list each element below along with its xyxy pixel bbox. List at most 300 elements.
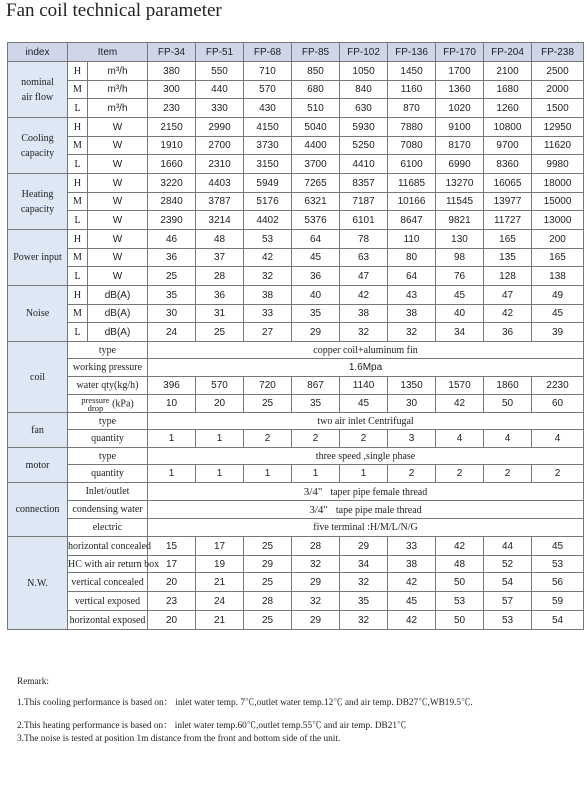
value-cell: 2 xyxy=(244,430,292,448)
value-cell: 5949 xyxy=(244,174,292,193)
value-cell: 230 xyxy=(148,99,196,118)
value-cell: 110 xyxy=(388,230,436,249)
table-row xyxy=(8,377,584,395)
table-row xyxy=(8,99,584,118)
item-label xyxy=(68,395,148,413)
value-cell: 30 xyxy=(148,305,196,323)
speed-level: L xyxy=(68,211,88,230)
connection-value: tape pipe male thread xyxy=(335,504,422,516)
value-cell: 32 xyxy=(244,267,292,286)
value-cell: 17 xyxy=(148,556,196,573)
spec-table xyxy=(7,42,584,630)
value-cell: 25 xyxy=(148,267,196,286)
value-cell: 680 xyxy=(292,81,340,99)
value-cell: 46 xyxy=(148,230,196,249)
value-cell: 47 xyxy=(484,286,532,305)
value-cell: 2 xyxy=(388,465,436,483)
value-cell: 29 xyxy=(292,573,340,592)
value-cell: 850 xyxy=(292,62,340,81)
value-cell: 32 xyxy=(340,323,388,342)
value-cell: 5176 xyxy=(244,193,292,211)
value-cell: 1910 xyxy=(148,137,196,155)
speed-level: M xyxy=(68,305,88,323)
table-row xyxy=(8,501,584,519)
value-cell: 12950 xyxy=(532,118,584,137)
header-item: Item xyxy=(68,43,148,62)
table-row xyxy=(8,519,584,537)
value-cell: 50 xyxy=(436,611,484,630)
value-cell: 64 xyxy=(388,267,436,286)
value-cell: 2500 xyxy=(532,62,584,81)
remark-line: 3.The noise is tested at position 1m distance from the front and bottom side of the unit. xyxy=(17,734,341,744)
page-title: Fan coil technical parameter xyxy=(6,0,222,21)
value-cell: 1860 xyxy=(484,377,532,395)
value-cell: 9100 xyxy=(436,118,484,137)
group-label: coil xyxy=(8,342,68,413)
unit-cell: dB(A) xyxy=(88,305,148,323)
value-cell: 45 xyxy=(532,305,584,323)
value-cell: 4410 xyxy=(340,155,388,174)
spanning-value xyxy=(148,519,584,537)
table-row xyxy=(8,556,584,573)
value-cell: 2000 xyxy=(532,81,584,99)
value-cell: 9980 xyxy=(532,155,584,174)
value-cell: 3 xyxy=(388,430,436,448)
item-label: type xyxy=(68,413,148,430)
header-index: index xyxy=(8,43,68,62)
value-cell: 42 xyxy=(436,537,484,556)
value-cell: 42 xyxy=(340,286,388,305)
value-cell: 20 xyxy=(196,395,244,413)
value-cell: 1050 xyxy=(340,62,388,81)
unit-cell: dB(A) xyxy=(88,286,148,305)
value-cell: 45 xyxy=(532,537,584,556)
value-cell: 13270 xyxy=(436,174,484,193)
value-cell: 4400 xyxy=(292,137,340,155)
value-cell: 2 xyxy=(532,465,584,483)
speed-level: M xyxy=(68,137,88,155)
value-cell: 165 xyxy=(532,249,584,267)
table-row xyxy=(8,62,584,81)
table-row xyxy=(8,286,584,305)
value-cell: 35 xyxy=(148,286,196,305)
value-cell: 6990 xyxy=(436,155,484,174)
value-cell: 1660 xyxy=(148,155,196,174)
speed-level: L xyxy=(68,267,88,286)
value-cell: 29 xyxy=(244,556,292,573)
value-cell: 35 xyxy=(340,592,388,611)
table-row xyxy=(8,465,584,483)
value-cell: 38 xyxy=(388,556,436,573)
value-cell: 2150 xyxy=(148,118,196,137)
table-row xyxy=(8,592,584,611)
value-cell: 7880 xyxy=(388,118,436,137)
table-row xyxy=(8,413,584,430)
value-cell: 430 xyxy=(244,99,292,118)
value-cell: 35 xyxy=(292,395,340,413)
value-cell: 1360 xyxy=(436,81,484,99)
value-cell: 11620 xyxy=(532,137,584,155)
value-cell: 64 xyxy=(292,230,340,249)
value-cell: 32 xyxy=(292,556,340,573)
group-label: Cooling capacity xyxy=(8,118,68,174)
value-cell: 16065 xyxy=(484,174,532,193)
value-cell: 200 xyxy=(532,230,584,249)
table-row xyxy=(8,342,584,359)
value-cell: 1 xyxy=(196,430,244,448)
table-row xyxy=(8,323,584,342)
value-cell: 18000 xyxy=(532,174,584,193)
header-model: FP-85 xyxy=(292,43,340,62)
unit-cell: W xyxy=(88,230,148,249)
value-cell: 5250 xyxy=(340,137,388,155)
value-cell: 9821 xyxy=(436,211,484,230)
value-cell: 1500 xyxy=(532,99,584,118)
value-cell: 1 xyxy=(196,465,244,483)
item-label: quantity xyxy=(68,465,148,483)
spanning-value xyxy=(148,483,584,501)
group-label: nominal air flow xyxy=(8,62,68,118)
value-cell: 8647 xyxy=(388,211,436,230)
value-cell: 42 xyxy=(388,573,436,592)
value-cell: 2700 xyxy=(196,137,244,155)
value-cell: 11727 xyxy=(484,211,532,230)
value-cell: 7265 xyxy=(292,174,340,193)
value-cell: 38 xyxy=(244,286,292,305)
table-row xyxy=(8,430,584,448)
value-cell: 48 xyxy=(196,230,244,249)
value-cell: 11685 xyxy=(388,174,436,193)
value-cell: 57 xyxy=(484,592,532,611)
value-cell: 56 xyxy=(532,573,584,592)
value-cell: 8170 xyxy=(436,137,484,155)
table-row xyxy=(8,230,584,249)
header-model: FP-170 xyxy=(436,43,484,62)
value-cell: 3787 xyxy=(196,193,244,211)
value-cell: 1450 xyxy=(388,62,436,81)
value-cell: 2840 xyxy=(148,193,196,211)
value-cell: 49 xyxy=(532,286,584,305)
value-cell: 5930 xyxy=(340,118,388,137)
value-cell: 7187 xyxy=(340,193,388,211)
unit-cell: m³/h xyxy=(88,81,148,99)
item-label-text: pressure xyxy=(81,394,110,405)
table-row xyxy=(8,537,584,556)
value-cell: 27 xyxy=(244,323,292,342)
unit-cell: W xyxy=(88,249,148,267)
spanning-value: copper coil+aluminum fin xyxy=(148,342,584,359)
value-cell: 25 xyxy=(196,323,244,342)
table-row xyxy=(8,395,584,413)
connection-value: five terminal :H/M/L/N/G xyxy=(313,522,418,533)
value-cell: 6100 xyxy=(388,155,436,174)
value-cell: 48 xyxy=(436,556,484,573)
value-cell: 59 xyxy=(532,592,584,611)
value-cell: 2230 xyxy=(532,377,584,395)
value-cell: 4150 xyxy=(244,118,292,137)
value-cell: 63 xyxy=(340,249,388,267)
value-cell: 33 xyxy=(244,305,292,323)
value-cell: 25 xyxy=(244,611,292,630)
value-cell: 32 xyxy=(388,323,436,342)
value-cell: 20 xyxy=(148,611,196,630)
value-cell: 3150 xyxy=(244,155,292,174)
value-cell: 2 xyxy=(484,465,532,483)
value-cell: 128 xyxy=(484,267,532,286)
value-cell: 1 xyxy=(148,465,196,483)
value-cell: 39 xyxy=(532,323,584,342)
value-cell: 33 xyxy=(388,537,436,556)
table-row xyxy=(8,267,584,286)
value-cell: 42 xyxy=(388,611,436,630)
speed-level: L xyxy=(68,323,88,342)
value-cell: 76 xyxy=(436,267,484,286)
value-cell: 53 xyxy=(532,556,584,573)
item-label: quantity xyxy=(68,430,148,448)
value-cell: 8360 xyxy=(484,155,532,174)
table-row xyxy=(8,611,584,630)
speed-level: M xyxy=(68,249,88,267)
unit-cell: W xyxy=(88,118,148,137)
value-cell: 53 xyxy=(436,592,484,611)
value-cell: 29 xyxy=(340,537,388,556)
value-cell: 130 xyxy=(436,230,484,249)
value-cell: 4 xyxy=(484,430,532,448)
group-label: motor xyxy=(8,448,68,483)
spanning-value: three speed ,single phase xyxy=(148,448,584,465)
header-model: FP-68 xyxy=(244,43,292,62)
value-cell: 13000 xyxy=(532,211,584,230)
value-cell: 50 xyxy=(436,573,484,592)
speed-level: M xyxy=(68,193,88,211)
value-cell: 11545 xyxy=(436,193,484,211)
value-cell: 570 xyxy=(244,81,292,99)
value-cell: 24 xyxy=(148,323,196,342)
value-cell: 52 xyxy=(484,556,532,573)
value-cell: 510 xyxy=(292,99,340,118)
value-cell: 60 xyxy=(532,395,584,413)
table-row xyxy=(8,359,584,377)
value-cell: 45 xyxy=(292,249,340,267)
value-cell: 1020 xyxy=(436,99,484,118)
value-cell: 135 xyxy=(484,249,532,267)
item-label: HC with air return box xyxy=(68,556,148,573)
value-cell: 3730 xyxy=(244,137,292,155)
value-cell: 36 xyxy=(484,323,532,342)
value-cell: 24 xyxy=(196,592,244,611)
value-cell: 44 xyxy=(484,537,532,556)
value-cell: 165 xyxy=(484,230,532,249)
value-cell: 1160 xyxy=(388,81,436,99)
unit-cell: W xyxy=(88,137,148,155)
value-cell: 42 xyxy=(244,249,292,267)
item-label xyxy=(68,377,148,395)
unit-cell: W xyxy=(88,174,148,193)
value-cell: 29 xyxy=(292,611,340,630)
value-cell: 1700 xyxy=(436,62,484,81)
value-cell: 1 xyxy=(244,465,292,483)
item-label: electric xyxy=(68,519,148,537)
table-row xyxy=(8,193,584,211)
value-cell: 6321 xyxy=(292,193,340,211)
value-cell: 840 xyxy=(340,81,388,99)
value-cell: 10 xyxy=(148,395,196,413)
value-cell: 38 xyxy=(388,305,436,323)
item-unit: (kg/h) xyxy=(114,380,139,391)
value-cell: 50 xyxy=(484,395,532,413)
table-row xyxy=(8,174,584,193)
value-cell: 1350 xyxy=(388,377,436,395)
header-model: FP-34 xyxy=(148,43,196,62)
header-row xyxy=(8,43,584,62)
value-cell: 25 xyxy=(244,395,292,413)
value-cell: 47 xyxy=(340,267,388,286)
group-label: Heating capacity xyxy=(8,174,68,230)
value-cell: 2 xyxy=(292,430,340,448)
speed-level: H xyxy=(68,230,88,249)
item-label-text: water qty xyxy=(76,380,115,391)
spanning-value: two air inlet Centrifugal xyxy=(148,413,584,430)
value-cell: 80 xyxy=(388,249,436,267)
value-cell: 15 xyxy=(148,537,196,556)
value-cell: 710 xyxy=(244,62,292,81)
remarks-heading: Remark: xyxy=(17,677,50,687)
table-row xyxy=(8,249,584,267)
group-label: fan xyxy=(8,413,68,448)
unit-cell: m³/h xyxy=(88,62,148,81)
value-cell: 54 xyxy=(484,573,532,592)
remark-line: 1.This cooling performance is based on： inlet water temp. 7℃,outlet water temp.12℃ and air temp. DB27℃,WB19.5℃. xyxy=(17,698,473,708)
group-label: connection xyxy=(8,483,68,537)
unit-cell: W xyxy=(88,155,148,174)
table-row xyxy=(8,155,584,174)
value-cell: 29 xyxy=(292,323,340,342)
value-cell: 28 xyxy=(196,267,244,286)
header-model: FP-238 xyxy=(532,43,584,62)
value-cell: 21 xyxy=(196,573,244,592)
value-cell: 40 xyxy=(292,286,340,305)
value-cell: 54 xyxy=(532,611,584,630)
value-cell: 10800 xyxy=(484,118,532,137)
value-cell: 7080 xyxy=(388,137,436,155)
speed-level: H xyxy=(68,62,88,81)
value-cell: 138 xyxy=(532,267,584,286)
pipe-size: 3/4" xyxy=(309,503,328,516)
unit-cell: W xyxy=(88,211,148,230)
table-row xyxy=(8,305,584,323)
remarks xyxy=(17,676,577,746)
value-cell: 6101 xyxy=(340,211,388,230)
value-cell: 43 xyxy=(388,286,436,305)
value-cell: 4403 xyxy=(196,174,244,193)
value-cell: 3220 xyxy=(148,174,196,193)
value-cell: 15000 xyxy=(532,193,584,211)
value-cell: 32 xyxy=(340,611,388,630)
value-cell: 2 xyxy=(436,465,484,483)
value-cell: 36 xyxy=(148,249,196,267)
item-label: vertical concealed xyxy=(68,573,148,592)
value-cell: 30 xyxy=(388,395,436,413)
unit-cell: W xyxy=(88,267,148,286)
value-cell: 550 xyxy=(196,62,244,81)
item-label: condensing water xyxy=(68,501,148,519)
value-cell: 45 xyxy=(388,592,436,611)
value-cell: 23 xyxy=(148,592,196,611)
speed-level: H xyxy=(68,118,88,137)
value-cell: 34 xyxy=(340,556,388,573)
value-cell: 28 xyxy=(244,592,292,611)
value-cell: 570 xyxy=(196,377,244,395)
pipe-size: 3/4" xyxy=(303,485,323,498)
value-cell: 630 xyxy=(340,99,388,118)
value-cell: 1260 xyxy=(484,99,532,118)
value-cell: 8357 xyxy=(340,174,388,193)
item-unit: (kPa) xyxy=(112,397,134,409)
remark-line: 2.This heating performance is based on： inlet water temp.60℃,outlet temp.55℃ and air temp. DB21℃ xyxy=(17,721,407,731)
value-cell: 1 xyxy=(292,465,340,483)
item-label: working pressure xyxy=(68,359,148,377)
value-cell: 78 xyxy=(340,230,388,249)
value-cell: 330 xyxy=(196,99,244,118)
speed-level: M xyxy=(68,81,88,99)
value-cell: 37 xyxy=(196,249,244,267)
value-cell: 440 xyxy=(196,81,244,99)
value-cell: 36 xyxy=(292,267,340,286)
value-cell: 40 xyxy=(436,305,484,323)
value-cell: 19 xyxy=(196,556,244,573)
value-cell: 98 xyxy=(436,249,484,267)
value-cell: 21 xyxy=(196,611,244,630)
value-cell: 2310 xyxy=(196,155,244,174)
value-cell: 32 xyxy=(340,573,388,592)
value-cell: 36 xyxy=(196,286,244,305)
item-label: type xyxy=(68,448,148,465)
table-row xyxy=(8,211,584,230)
value-cell: 20 xyxy=(148,573,196,592)
value-cell: 10166 xyxy=(388,193,436,211)
value-cell: 3700 xyxy=(292,155,340,174)
item-label-text: drop xyxy=(87,402,104,413)
value-cell: 42 xyxy=(436,395,484,413)
spanning-value: 1.6Mpa xyxy=(148,359,584,377)
value-cell: 45 xyxy=(436,286,484,305)
header-model: FP-136 xyxy=(388,43,436,62)
value-cell: 720 xyxy=(244,377,292,395)
value-cell: 396 xyxy=(148,377,196,395)
value-cell: 300 xyxy=(148,81,196,99)
value-cell: 9700 xyxy=(484,137,532,155)
item-label: vertical exposed xyxy=(68,592,148,611)
value-cell: 53 xyxy=(244,230,292,249)
item-label: horizontal concealed xyxy=(68,537,148,556)
table-row xyxy=(8,483,584,501)
header-model: FP-102 xyxy=(340,43,388,62)
value-cell: 34 xyxy=(436,323,484,342)
value-cell: 870 xyxy=(388,99,436,118)
table-row xyxy=(8,448,584,465)
value-cell: 42 xyxy=(484,305,532,323)
group-label: Noise xyxy=(8,286,68,342)
group-label: Power input xyxy=(8,230,68,286)
value-cell: 35 xyxy=(292,305,340,323)
value-cell: 2 xyxy=(340,430,388,448)
speed-level: L xyxy=(68,99,88,118)
value-cell: 5376 xyxy=(292,211,340,230)
table-row xyxy=(8,137,584,155)
value-cell: 4 xyxy=(436,430,484,448)
value-cell: 5040 xyxy=(292,118,340,137)
value-cell: 25 xyxy=(244,537,292,556)
